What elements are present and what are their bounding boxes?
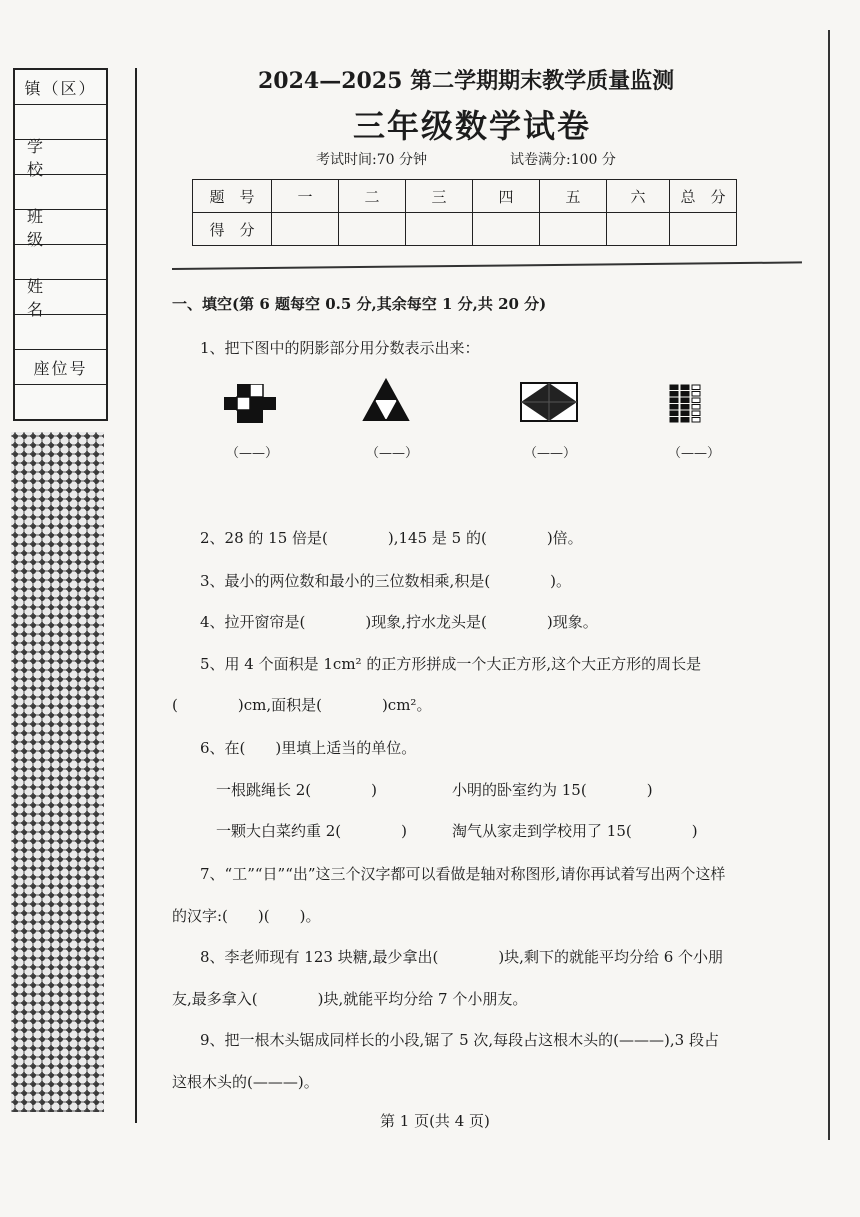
grid-square [681,392,689,397]
score-header-cell: 六 [607,180,670,213]
score-header-cell: 总 分 [670,180,737,213]
grid-square [692,385,700,390]
score-header-cell: 五 [540,180,607,213]
page-footer: 第 1 页(共 4 页) [380,1112,490,1130]
question-9-line-1: 9、把一根木头锯成同样长的小段,锯了 5 次,每段占这根木头的(———),3 段占 [200,1031,719,1049]
section-1-title: 一、填空(第 6 题每空 0.5 分,其余每空 1 分,共 20 分) [172,295,547,313]
score-header-cell: 二 [339,180,406,213]
score-cell[interactable] [406,213,473,246]
grid-square [670,418,678,423]
question-6-item-a: 一根跳绳长 2( ) [216,781,378,799]
score-header-cell: 四 [473,180,540,213]
question-9-line-2: 这根木头的(———)。 [172,1073,319,1091]
student-info-table [13,68,108,421]
question-8-line-2: 友,最多拿入( )块,就能平均分给 7 个小朋友。 [172,990,528,1008]
grid-square [681,398,689,403]
score-cell[interactable] [339,213,406,246]
score-cell[interactable] [540,213,607,246]
question-3: 3、最小的两位数和最小的三位数相乘,积是( )。 [200,572,572,590]
exam-title: 2024—2025 第二学期期末教学质量监测 [258,68,675,94]
side-label-seat: 座位号 [15,350,106,385]
side-label-name: 姓 名 [15,280,106,315]
score-cell[interactable] [670,213,737,246]
binding-line [135,68,137,1123]
side-field-seat[interactable] [15,385,106,419]
question-7-line-1: 7、“工”“日”“出”这三个汉字都可以看做是轴对称图形,请你再试着写出两个这样 [200,865,726,883]
page-edge-line [828,30,830,1140]
binding-pattern [11,432,104,1112]
question-6-item-b: 小明的卧室约为 15( ) [452,781,653,799]
grid-square [670,398,678,403]
grid-square [670,405,678,410]
question-6-item-d: 淘气从家走到学校用了 15( ) [452,822,698,840]
grid-square [681,405,689,410]
grid-square [692,405,700,410]
side-field-name[interactable] [15,315,106,350]
side-label-school: 学 校 [15,140,106,175]
grid-square [692,398,700,403]
question-7-line-2: 的汉字:( )( )。 [172,907,321,925]
score-header-cell: 三 [406,180,473,213]
figure-3-blank[interactable]: （——） [524,446,577,461]
exam-time: 考试时间:70 分钟 [316,152,427,168]
question-6-item-c: 一颗大白菜约重 2( ) [216,822,408,840]
figure-diamond-rectangle [520,382,578,422]
grid-square [681,418,689,423]
question-4: 4、拉开窗帘是( )现象,拧水龙头是( )现象。 [200,613,598,631]
figure-grid-squares [666,383,708,425]
question-8-line-1: 8、李老师现有 123 块糖,最少拿出( )块,剩下的就能平均分给 6 个小朋 [200,948,724,966]
question-1: 1、把下图中的阴影部分用分数表示出来： [200,339,480,357]
grid-square [681,385,689,390]
question-2: 2、28 的 15 倍是( ),145 是 5 的( )倍。 [200,529,583,547]
grid-square [692,418,700,423]
grid-square [670,385,678,390]
grid-square [681,411,689,416]
score-header-cell: 一 [272,180,339,213]
grid-square [692,411,700,416]
figure-4-blank[interactable]: （——） [668,446,721,461]
score-cell[interactable] [607,213,670,246]
score-cell[interactable] [473,213,540,246]
question-5-line-2: ( )cm,面积是( )cm²。 [172,696,432,714]
figure-2-blank[interactable]: （——） [366,446,419,461]
score-cell[interactable] [272,213,339,246]
grid-square [670,411,678,416]
header-divider [172,261,802,270]
side-label-class: 班 级 [15,210,106,245]
score-table [192,179,737,246]
exam-subtitle: 三年级数学试卷 [353,107,592,145]
score-header-cell: 题 号 [193,180,272,213]
figure-cross-shape [224,384,276,424]
grid-square [692,392,700,397]
question-6: 6、在( )里填上适当的单位。 [200,739,417,757]
figure-triangle-shape [362,378,410,422]
score-row-label: 得 分 [193,213,272,246]
side-label-town: 镇（区） [15,70,106,105]
figure-1-blank[interactable]: （——） [226,446,279,461]
score-header-row [193,180,737,213]
question-5-line-1: 5、用 4 个面积是 1cm² 的正方形拼成一个大正方形,这个大正方形的周长是 [200,655,702,673]
grid-square [670,392,678,397]
exam-full-score: 试卷满分:100 分 [510,152,616,168]
score-value-row [193,213,737,246]
